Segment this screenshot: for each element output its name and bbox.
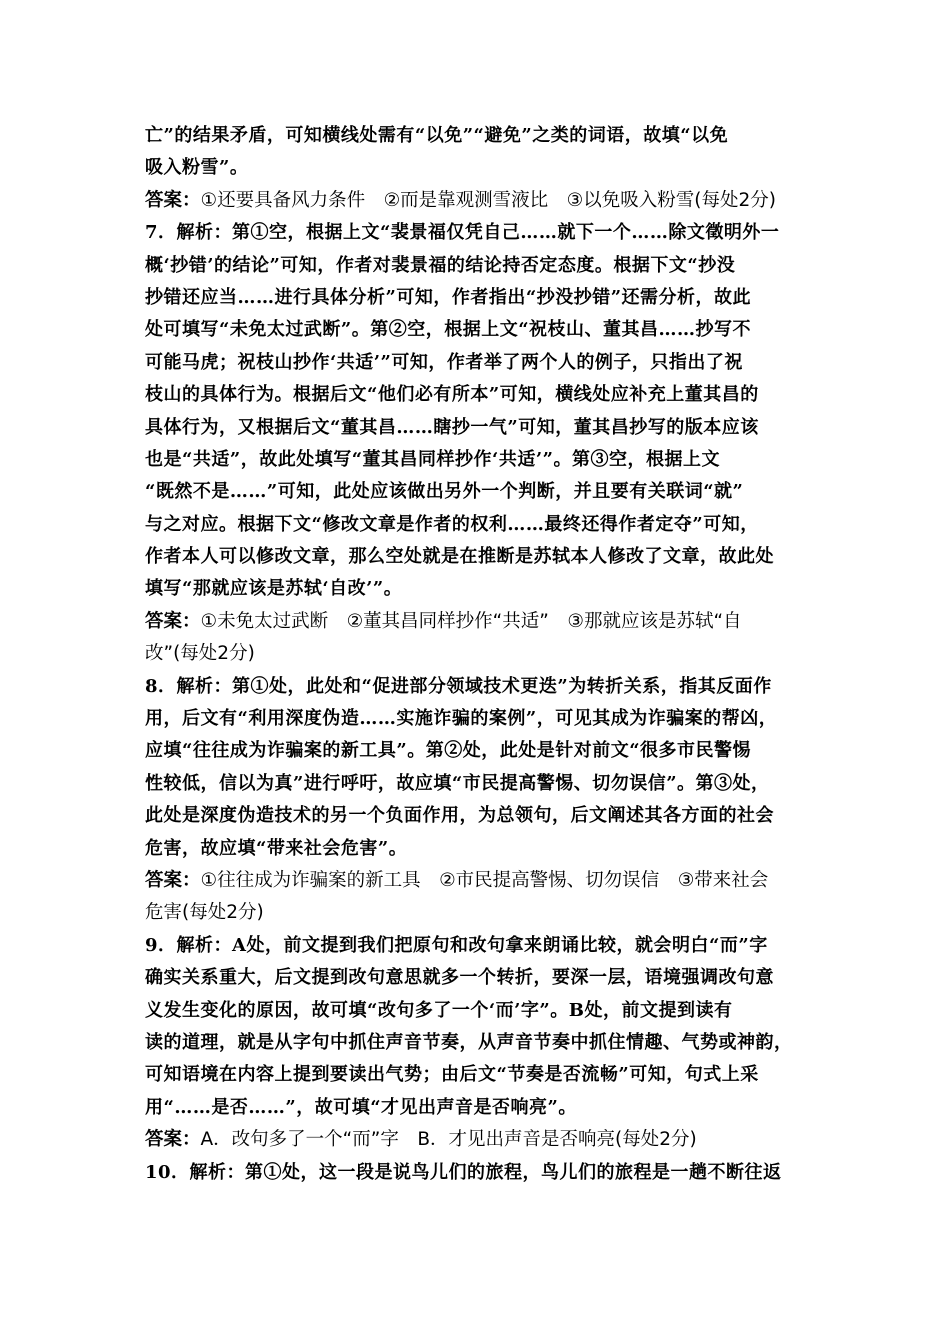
answer-line [145,606,815,638]
analysis-line [145,1059,815,1091]
line-text: 用，后文有“利用深度伪造……实施诈骗的案例”，可见其成为诈骗案的帮凶， [145,708,778,730]
analysis-line [145,282,815,314]
analysis-line [145,379,815,411]
analysis-line [145,930,815,962]
line-text: A．改句多了一个“而”字 B．才见出声音是否响亮(每处2分) [200,1129,697,1151]
answer-label: 答案： [145,610,201,632]
answer-label: 答案： [145,189,201,211]
line-text: 义发生变化的原因，故可填“改句多了一个‘而’字”。B处，前文提到读有 [145,999,733,1021]
analysis-line [145,250,815,282]
line-text: 抄错还应当……进行具体分析”可知，作者指出“抄没抄错”还需分析，故此 [145,286,752,308]
analysis-line [145,800,815,832]
line-text: 作者本人可以修改文章，那么空处就是在推断是苏轼本人修改了文章，故此处 [145,546,774,568]
analysis-line [145,768,815,800]
analysis-line [145,152,815,184]
line-text: ①往往成为诈骗案的新工具 ②市民提高警惕、切勿误信 ③带来社会 [200,869,769,891]
line-text: 读的道理，就是从字句中抓住声音节奏，从声音节奏中抓住情趣、气势或神韵， [145,1031,793,1053]
analysis-line [145,671,815,703]
analysis-line [145,735,815,767]
analysis-line [145,1027,815,1059]
answer-line [145,897,815,929]
line-text: 8．解析：第①处，此处和“促进部分领域技术更迭”为转折关系，指其反面作 [145,675,772,697]
analysis-line [145,573,815,605]
analysis-line [145,412,815,444]
answer-label: 答案： [145,1129,201,1151]
line-text: 枝山的具体行为。根据后文“他们必有所本”可知，横线处应补充上董其昌的 [145,384,759,406]
line-text: 亡”的结果矛盾，可知横线处需有“以免”“避免”之类的词语，故填“以免 [145,125,729,146]
line-text: 填写“那就应该是苏轼‘自改’”。 [145,578,403,600]
answer-label: 答案： [145,869,201,891]
analysis-line [145,995,815,1027]
line-text: 危害，故应填“带来社会危害”。 [145,837,408,859]
line-text: 可能马虎；祝枝山抄作‘共适’”可知，作者举了两个人的例子，只指出了祝 [145,351,743,373]
answer-line [145,638,815,670]
line-text: “既然不是……”可知，此处应该做出另外一个判断，并且要有关联词“就” [145,481,744,503]
line-text: 改”(每处2分) [145,643,255,665]
answer-line [145,1124,815,1156]
line-text: ①未免太过武断 ②董其昌同样抄作“共适” ③那就应该是苏轼“自 [200,610,742,632]
analysis-line [145,444,815,476]
line-text: 处可填写“未免太过武断”。第②空，根据上文“祝枝山、董其昌……抄写不 [145,319,752,341]
analysis-line [145,314,815,346]
line-text: 10．解析：第①处，这一段是说鸟儿们的旅程，鸟儿们的旅程是一趟不断往返 [145,1161,782,1183]
analysis-line [145,509,815,541]
analysis-line [145,120,815,152]
line-text: 吸入粉雪”。 [145,157,249,179]
answer-line [145,865,815,897]
line-text: 应填“往往成为诈骗案的新工具”。第②处，此处是针对前文“很多市民警惕 [145,740,752,762]
line-text: 概‘抄错’的结论”可知，作者对裴景福的结论持否定态度。根据下文“抄没 [145,254,736,276]
line-text: 此处是深度伪造技术的另一个负面作用，为总领句，后文阐述其各方面的社会 [145,805,774,827]
analysis-line [145,703,815,735]
line-text: 7．解析：第①空，根据上文“裴景福仅凭自己……就下一个……除文徵明外一 [145,222,780,244]
analysis-line [145,217,815,249]
line-text: 9．解析：A处，前文提到我们把原句和改句拿来朗诵比较，就会明白“而”字 [145,934,768,956]
line-text: 用“……是否……”，故可填“才见出声音是否响亮”。 [145,1096,577,1118]
analysis-line [145,1092,815,1124]
line-text: 危害(每处2分) [145,902,264,924]
analysis-line [145,1157,815,1189]
line-text: 具体行为，又根据后文“董其昌……瞎抄一气”可知，董其昌抄写的版本应该 [145,416,759,438]
line-text: 确实关系重大，后文提到改句意思就多一个转折，要深一层，语境强调改句意 [145,967,774,989]
analysis-line [145,476,815,508]
line-text: 性较低，信以为真”进行呼吁，故应填“市民提高警惕、切勿误信”。第③处， [145,772,770,794]
line-text: ①还要具备风力条件 ②而是靠观测雪液比 ③以免吸入粉雪(每处2分) [200,189,776,211]
analysis-line [145,541,815,573]
analysis-line [145,962,815,994]
document-page [145,120,815,1189]
line-text: 与之对应。根据下文“修改文章是作者的权利……最终还得作者定夺”可知， [145,513,759,535]
analysis-line [145,347,815,379]
line-text: 也是“共适”，故此处填写“董其昌同样抄作‘共适’”。第③空，根据上文 [145,448,720,470]
answer-line [145,185,815,217]
analysis-line [145,833,815,865]
line-text: 可知语境在内容上提到要读出气势；由后文“节奏是否流畅”可知，句式上采 [145,1064,759,1086]
